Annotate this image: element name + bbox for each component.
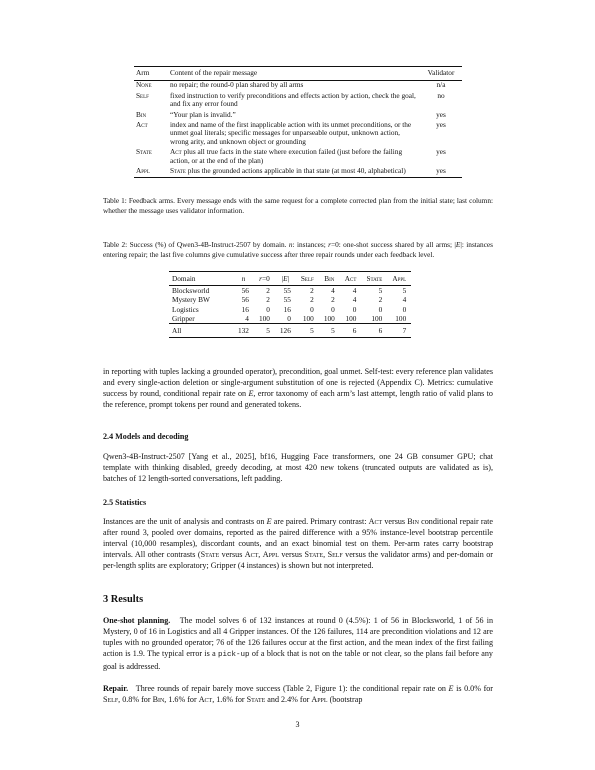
table-cell: 7 bbox=[402, 326, 407, 336]
body-paragraph: in reporting with tuples lacking a grounded operator), precondition, goal unmet. Self-test: every reference plan validates and every single-action deletion or single-argument substitution of one is rejected (Appendix C). Metrics: cumulative success by round, conditional repair rate on E, error taxonomy of each arm’s last attempt, length ratio of valid plans to the reference, prompt tokens per round and generated tokens. bbox=[103, 367, 493, 409]
arm-ref: Act bbox=[170, 147, 182, 157]
table-cell: 100 bbox=[258, 313, 270, 323]
arm-content: “Your plan is invalid.” bbox=[170, 109, 236, 119]
table-cell: 2 bbox=[266, 286, 270, 296]
table-cell: 6 bbox=[378, 326, 383, 336]
arm-name: Self bbox=[136, 90, 149, 100]
arm-content-text: plus the grounded actions applicable in that state (at most 40, alphabetical) bbox=[185, 166, 406, 176]
body-paragraph: Repair. Three rounds of repair barely move success (Table 2, Figure 1): the conditional repair rate on E is 0.0% for Self, 0.8% for Bin, 1.6% for Act, 1.6% for State and 2.4% for Appl (bootstrap bbox=[103, 684, 494, 704]
arm-content: fixed instruction to verify preconditions and effects action by action, check the goal, and fix any error found bbox=[170, 90, 416, 109]
table2-header: r=0 bbox=[259, 274, 270, 283]
table-cell: 2 bbox=[378, 295, 383, 305]
table-cell: Gripper bbox=[172, 313, 195, 323]
table1-caption: Table 1: Feedback arms. Every message ends with the same request for a complete corrected plan from the initial state; last column: whether the message uses validator information. bbox=[103, 196, 493, 215]
table1-header-validator: Validator bbox=[427, 68, 455, 77]
table-row-total bbox=[169, 324, 411, 338]
table2-header: n bbox=[241, 274, 246, 283]
paragraph-lead: Repair. bbox=[103, 684, 129, 693]
table-cell: 100 bbox=[345, 313, 357, 323]
table-cell: 100 bbox=[371, 313, 383, 323]
arm-content: no repair; the round-0 plan shared by all arms bbox=[170, 80, 304, 90]
table-cell: Mystery BW bbox=[172, 295, 210, 305]
table-row bbox=[169, 286, 411, 296]
table2-header: Act bbox=[344, 274, 357, 283]
section-heading: 3 Results bbox=[103, 594, 144, 605]
table-cell: 4 bbox=[331, 286, 335, 296]
table-cell: 2 bbox=[310, 286, 314, 296]
arm-validator: yes bbox=[436, 166, 446, 176]
table-cell: 0 bbox=[266, 304, 270, 314]
section-heading: 2.4 Models and decoding bbox=[103, 432, 189, 441]
table-cell: 55 bbox=[283, 295, 291, 305]
table-cell: 0 bbox=[331, 304, 335, 314]
arm-validator: n/a bbox=[436, 80, 446, 90]
table2-header: Domain bbox=[172, 274, 196, 283]
table-cell: 56 bbox=[241, 295, 249, 305]
table-cell: Logistics bbox=[172, 304, 199, 314]
table-cell: 55 bbox=[283, 286, 291, 296]
table-cell: 2 bbox=[310, 295, 314, 305]
table-cell: 2 bbox=[331, 295, 335, 305]
table-cell: 56 bbox=[241, 286, 249, 296]
table-row bbox=[169, 314, 411, 324]
table-cell: 2 bbox=[266, 295, 270, 305]
table1-header-arm: Arm bbox=[136, 68, 150, 77]
table-cell: 5 bbox=[402, 286, 407, 296]
feedback-arms-table bbox=[134, 66, 462, 178]
table-cell: 0 bbox=[378, 304, 383, 314]
table-cell: 6 bbox=[352, 326, 357, 336]
table-cell: 100 bbox=[395, 313, 407, 323]
arm-validator: yes bbox=[436, 120, 446, 130]
arm-content-text: plus all true facts in the state where execution failed (just before the failing action, or at the end of the plan) bbox=[170, 147, 403, 165]
table2-caption: Table 2: Success (%) of Qwen3-4B-Instruct-2507 by domain. n: instances; r=0: one-shot success shared by all arms; |E|: instances entering repair; the last five columns give cumulative success after three repair rounds under each feedback level. bbox=[103, 240, 494, 259]
table-cell: 0 bbox=[287, 313, 291, 323]
table1-header-content: Content of the repair message bbox=[170, 68, 258, 77]
arm-content: index and name of the first inapplicable action with its unmet preconditions, or the unmet goal literals; specific messages for unparseable output, unknown action, wrong arity, and unknown object or grounding bbox=[170, 120, 412, 146]
table-cell: 0 bbox=[352, 304, 357, 314]
table2-header: Bin bbox=[324, 274, 335, 283]
arm-name: State bbox=[136, 147, 152, 157]
body-paragraph: Qwen3-4B-Instruct-2507 [Yang et al., 2025], bf16, Hugging Face transformers, one 24 GB consumer GPU; chat template with thinking disabled, greedy decoding, at most 420 new tokens (truncated outputs are validated as is), batches of 12 length-sorted conversations, left padding. bbox=[103, 452, 493, 483]
table-cell: 0 bbox=[402, 304, 407, 314]
table-cell: 4 bbox=[402, 295, 407, 305]
table-cell: All bbox=[172, 326, 182, 336]
table-cell: 4 bbox=[352, 286, 357, 296]
arm-validator: yes bbox=[436, 147, 446, 157]
table-cell: 4 bbox=[245, 313, 249, 323]
table2-header: |E| bbox=[281, 274, 290, 283]
arm-name: Act bbox=[136, 120, 148, 130]
table-cell: 100 bbox=[323, 313, 335, 323]
table-cell: 5 bbox=[266, 326, 270, 336]
table-row bbox=[134, 148, 462, 167]
arm-content bbox=[168, 167, 420, 178]
arm-content bbox=[168, 148, 420, 167]
body-paragraph: One-shot planning. The model solves 6 of 132 instances at round 0 (4.5%): 1 of 56 in Blocksworld, 1 of 56 in Mystery, 0 of 16 in Logistics and all 4 Gripper instances. Of the 126 failures, 114 are precondition violations and 12 are tuples with no grounded operator; 76 of the 126 failures occur at the first action, and the mean index of the first failing action is 1.9. The typical error is a pick-up of a block that is not on the table or not clear, so the plans fail before any goal is addressed. bbox=[103, 616, 494, 671]
table-cell: 16 bbox=[283, 304, 291, 314]
section-heading: 2.5 Statistics bbox=[103, 498, 147, 507]
table-row bbox=[134, 92, 462, 111]
table-cell: 0 bbox=[310, 304, 314, 314]
table-row bbox=[134, 121, 462, 148]
arm-validator: no bbox=[437, 90, 445, 100]
table-row bbox=[169, 305, 411, 314]
body-paragraph: Instances are the unit of analysis and contrasts on E are paired. Primary contrast: Act versus Bin conditional repair rate after round 3, pooled over domains, reported as the paired difference with a 95% instance-level bootstrap percentile interval (10,000 resamples), discordant counts, and an exact binomial test on them. Per-arm rates carry bootstrap intervals. All other contrasts (State versus Act, Appl versus State, Self versus the validator arms) and per-domain or per-length splits are exploratory; Gripper (4 instances) is shown but not interpreted. bbox=[103, 517, 494, 570]
table2-header: Appl bbox=[392, 274, 407, 283]
table-cell: 16 bbox=[241, 304, 249, 314]
table-cell: 100 bbox=[302, 313, 314, 323]
table-cell: 4 bbox=[352, 295, 357, 305]
table-row bbox=[169, 295, 411, 304]
table-cell: 126 bbox=[279, 326, 291, 336]
success-table bbox=[169, 271, 411, 338]
table-cell: 5 bbox=[378, 286, 383, 296]
arm-name: None bbox=[136, 80, 152, 90]
table-cell: Blocksworld bbox=[172, 286, 210, 296]
arm-ref: State bbox=[170, 166, 186, 176]
table-cell: 132 bbox=[238, 326, 249, 336]
paragraph-lead: One-shot planning. bbox=[103, 616, 171, 625]
page-number: 3 bbox=[295, 720, 300, 729]
table-row bbox=[134, 167, 462, 178]
arm-validator: yes bbox=[436, 109, 446, 119]
table2-header: Self bbox=[300, 274, 314, 283]
arm-name: Appl bbox=[136, 166, 150, 176]
table-cell: 5 bbox=[310, 326, 314, 336]
arm-name: Bin bbox=[136, 109, 147, 119]
table2-header: State bbox=[366, 274, 383, 283]
table-cell: 5 bbox=[331, 326, 335, 336]
